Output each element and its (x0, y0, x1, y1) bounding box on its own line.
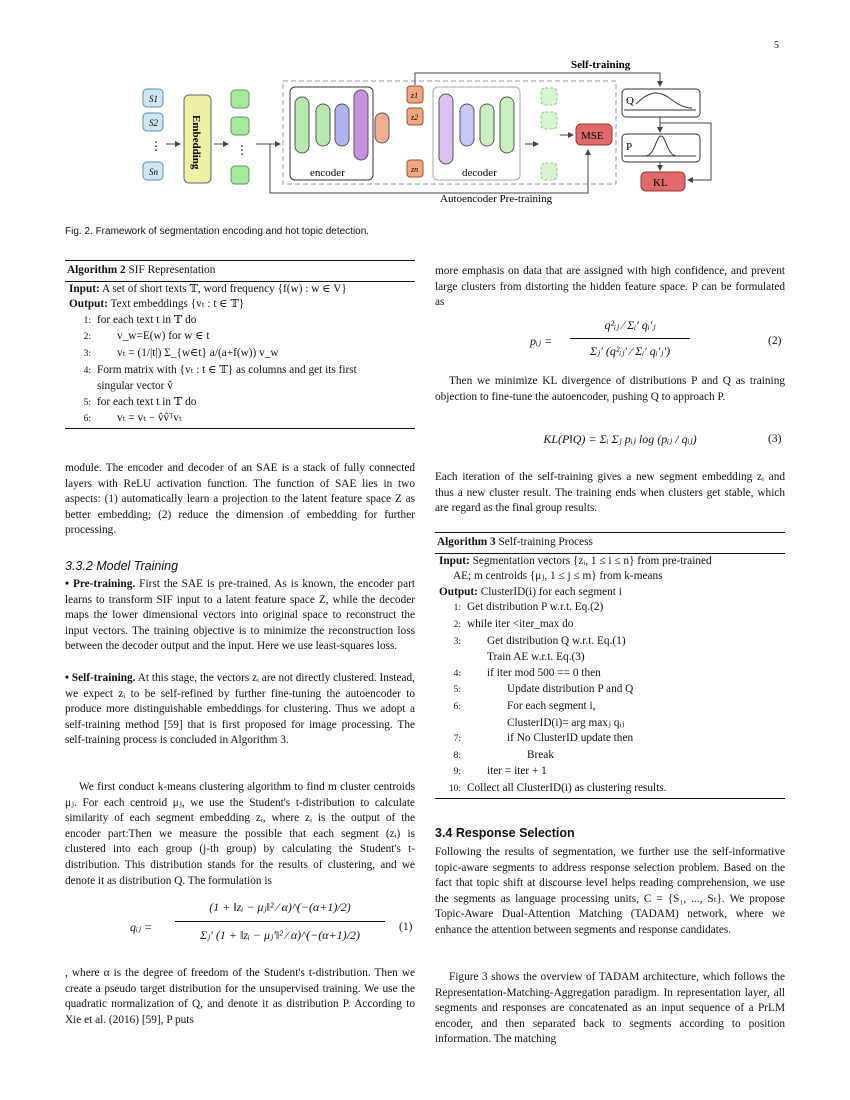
line-text: while iter <iter_max do (467, 617, 574, 630)
algorithm-line (435, 634, 785, 651)
alg2-title-bold: Algorithm 2 (67, 264, 126, 276)
pretraining-text: First the SAE is pre-trained. As is known, the encoder part learns to transform SIF input to a latent feature space Z, while the decoder maps the lower dimensional vectors into original space to reconstruct the input vectors. The training objective is to minimize the reconstruction loss between the decoder output and the input. Here we use least-squares loss. (65, 578, 415, 653)
line-text: Get distribution Q w.r.t. Eq.(1) (487, 634, 626, 647)
pretraining-label: • Pre-training. (65, 578, 136, 590)
algorithm-line (435, 731, 785, 748)
algorithm-line (65, 313, 415, 330)
eq1-number: (1) (399, 921, 413, 933)
algorithm-line (65, 363, 415, 380)
left-paragraph-selftraining (65, 671, 415, 749)
eq2-lhs: pᵢⱼ = (530, 334, 553, 348)
line-text: v_w=E(w) for w ∈ t (117, 330, 210, 343)
line-text: Get distribution P w.r.t. Eq.(2) (467, 601, 604, 614)
line-text: for each text t in 𝕋 do (97, 395, 197, 408)
s2-label: S2 (149, 118, 158, 128)
right-paragraph-2: Then we minimize KL divergence of distributions P and Q as training objection to fine-tune the autoencoder, pushing Q to approach P. (435, 375, 785, 403)
algorithm-line (435, 748, 785, 765)
eq2-number: (2) (768, 335, 782, 347)
line-number: 2: (83, 332, 91, 343)
eq2-denominator: Σⱼ′ (q²ᵢⱼ′ ⁄ Σᵢ′ qᵢ′ⱼ′) (589, 344, 671, 358)
eq1-denominator: Σⱼ′ (1 + ‖zᵢ − μⱼ′‖² ⁄ α)^(−(α+1)/2) (199, 928, 360, 942)
line-number: 6: (453, 701, 461, 712)
right-paragraph-5: Figure 3 shows the overview of TADAM architecture, which follows the Representation-Matching-Aggregation paradigm. In representation layer, all segments and responses are concatenated as an input sequence of a PrLM encoder, and then separated back to segments according to position information. The matching (435, 971, 785, 1046)
line-text: singular vector v̂ (97, 380, 173, 393)
z1-label: z1 (411, 91, 419, 100)
line-number: 9: (453, 767, 461, 778)
right-paragraph-3: Each iteration of the self-training gives a new segment embedding zᵢ and thus a new cluster result. The training ends when clusters get stable, which are regard as the final group results. (435, 471, 785, 515)
line-number: 5: (83, 397, 91, 408)
algorithm-line (65, 395, 415, 412)
left-paragraph-4: We first conduct k-means clustering algorithm to find m cluster centroids μⱼ. For each centroid μⱼ, we use the Student's t-distribution to calculate similarity of each segment embedding zᵢ, where zᵢ is the output of the encoder part:Then we measure the possible that each segment (zᵢ) is clustered into each group (j-th group) by calculating the Student's t-distribution. This distribution stands for the results of clustering, and we denote it as distribution Q. The formulation is (65, 781, 415, 887)
selftraining-text: At this stage, the vectors zᵢ are not directly clustered. Instead, we expect zᵢ to be self-refined by further fine-tuning the autoencoder to produce more distinguishable embeddings for clustering. Thus we adopt a self-training method [59] that is first proposed for image processing. The self-training process is concluded in Algorithm 3. (65, 672, 415, 747)
line-number: 7: (453, 734, 461, 745)
line-number: 4: (83, 365, 91, 376)
encoder-label: encoder (310, 167, 345, 179)
alg3-input-continued: AE; m centroids {μⱼ, 1 ≤ j ≤ m} from k-means (453, 570, 663, 583)
algorithm-line (65, 346, 415, 363)
embedding-label: Embedding (190, 115, 202, 170)
alg3-lines (435, 600, 785, 797)
alg3-output-label: Output: (439, 585, 478, 598)
alg3-input-label: Input: (439, 554, 470, 567)
mse-label: MSE (581, 130, 604, 142)
zn-label: zn (411, 165, 419, 174)
line-number: 8: (453, 750, 461, 761)
alg3-title: Self-training Process (495, 536, 593, 548)
line-number: 5: (453, 685, 461, 696)
line-number: 3: (453, 636, 461, 647)
line-text: Form matrix with {vₜ : t ∈ 𝕋} as columns and get its first (97, 363, 357, 376)
alg3-output: ClusterID(i) for each segment i (477, 585, 622, 598)
page-number: 5 (774, 40, 779, 51)
algorithm-2 (65, 260, 415, 429)
eq2-numerator: q²ᵢⱼ ⁄ Σᵢ′ qᵢ′ⱼ (604, 318, 656, 332)
line-text: Break (527, 748, 554, 761)
section-heading-3-3-2: 3.3.2 Model Training (65, 559, 179, 573)
eq3: KL(P‖Q) = Σᵢ Σⱼ pᵢⱼ log (pᵢⱼ / qᵢⱼ) (543, 432, 697, 446)
algorithm-line (435, 781, 785, 798)
algorithm-line (65, 411, 415, 428)
sn-label: Sn (149, 167, 158, 177)
figure-caption: Fig. 2. Framework of segmentation encoding and hot topic detection. (65, 226, 370, 237)
line-number: 3: (83, 348, 91, 359)
p-label: P (626, 141, 633, 153)
eq1-lhs: qᵢⱼ = (130, 920, 153, 934)
right-paragraph-4: Following the results of segmentation, we further use the self-informative topic-aware segments to address response selection problem. Based on the fact that topic shift at discourse level helps reading comprehension, we use the segments as language processing units, C = {S₁, ..., Sₜ}. We propose Topic-Aware Dual-Attention Matching (TADAM) network, where we enhance the attention between segments and response candidates. (435, 846, 785, 936)
line-text: ClusterID(i)= arg maxⱼ qᵢⱼ (507, 716, 625, 729)
alg2-output-label: Output: (69, 298, 108, 311)
line-text: Train AE w.r.t. Eq.(3) (487, 651, 585, 664)
line-text: vₜ = (1/|t|) Σ_{w∈t} a/(a+f(w)) v_w (117, 346, 279, 359)
alg3-input: Segmentation vectors {zᵢ, 1 ≤ i ≤ n} from pre-trained (469, 554, 712, 567)
line-number: 4: (453, 668, 461, 679)
line-number: 6: (83, 414, 91, 425)
alg2-title: SIF Representation (125, 264, 216, 276)
algorithm-line (435, 699, 785, 716)
alg2-output: Text embeddings {vₜ : t ∈ 𝕋} (107, 298, 245, 311)
alg2-input-label: Input: (69, 282, 100, 295)
line-text: if iter mod 500 == 0 then (487, 666, 601, 679)
line-text: for each text t in 𝕋 do (97, 313, 197, 326)
line-text: iter = iter + 1 (487, 765, 547, 778)
right-paragraph-1: more emphasis on data that are assigned with high confidence, and prevent large clusters from distorting the hidden feature space. P can be formulated as (435, 265, 785, 309)
autoencoder-pretraining-label: Autoencoder Pre-training (440, 193, 553, 205)
line-number: 1: (83, 315, 91, 326)
algorithm-line (435, 600, 785, 617)
decoder-label: decoder (462, 167, 497, 179)
ellipsis: ⋮ (150, 139, 162, 153)
algorithm-line (435, 666, 785, 683)
kl-label: KL (653, 177, 668, 189)
s1-label: S1 (149, 94, 158, 104)
framework-figure (0, 0, 850, 215)
left-paragraph-5: , where α is the degree of freedom of the Student's t-distribution. Then we create a pseudo target distribution for the unsupervised training. We use the quadratic normalization of Q, and denote it as distribution P. According to Xie et al. (2016) [59], P puts (65, 967, 415, 1026)
line-text: if No ClusterID update then (507, 732, 634, 745)
left-paragraph-1: module. The encoder and decoder of an SAE is a stack of fully connected layers with ReLU activation function. The function of SAE lies in two aspects: (1) automatically learn a projection to the latent feature space Z as better embedding; (2) reduce the dimension of embedding for further processing. (65, 462, 415, 537)
algorithm-line (435, 617, 785, 634)
algorithm-line (435, 764, 785, 781)
q-label: Q (626, 95, 634, 107)
eq1-numerator: (1 + ‖zᵢ − μⱼ‖² ⁄ α)^(−(α+1)/2) (209, 900, 351, 914)
alg2-input: A set of short texts 𝕋, word frequency {f(w) : w ∈ V} (99, 282, 347, 295)
line-text: Collect all ClusterID(i) as clustering results. (467, 781, 667, 794)
line-text: vₜ = vₜ − v̂v̂ᵀvₜ (117, 412, 182, 425)
algorithm-line (65, 379, 415, 395)
algorithm-line (435, 650, 785, 666)
line-number: 2: (453, 619, 461, 630)
line-number: 10: (448, 783, 461, 794)
line-text: Update distribution P and Q (507, 683, 634, 696)
alg3-title-bold: Algorithm 3 (437, 536, 496, 548)
algorithm-3 (435, 532, 785, 799)
self-training-label: Self-training (571, 59, 631, 71)
selftraining-label: • Self-training. (65, 672, 136, 684)
eq3-number: (3) (768, 433, 782, 445)
line-text: For each segment i, (507, 699, 596, 712)
line-number: 1: (453, 603, 461, 614)
algorithm-line (435, 682, 785, 699)
left-paragraph-pretraining (65, 577, 415, 655)
z2-label: z2 (411, 113, 419, 122)
svg-text:⋮: ⋮ (236, 143, 248, 157)
section-heading-3-4: 3.4 Response Selection (435, 826, 575, 840)
alg2-lines (65, 313, 415, 428)
algorithm-line (435, 716, 785, 732)
algorithm-line (65, 329, 415, 346)
